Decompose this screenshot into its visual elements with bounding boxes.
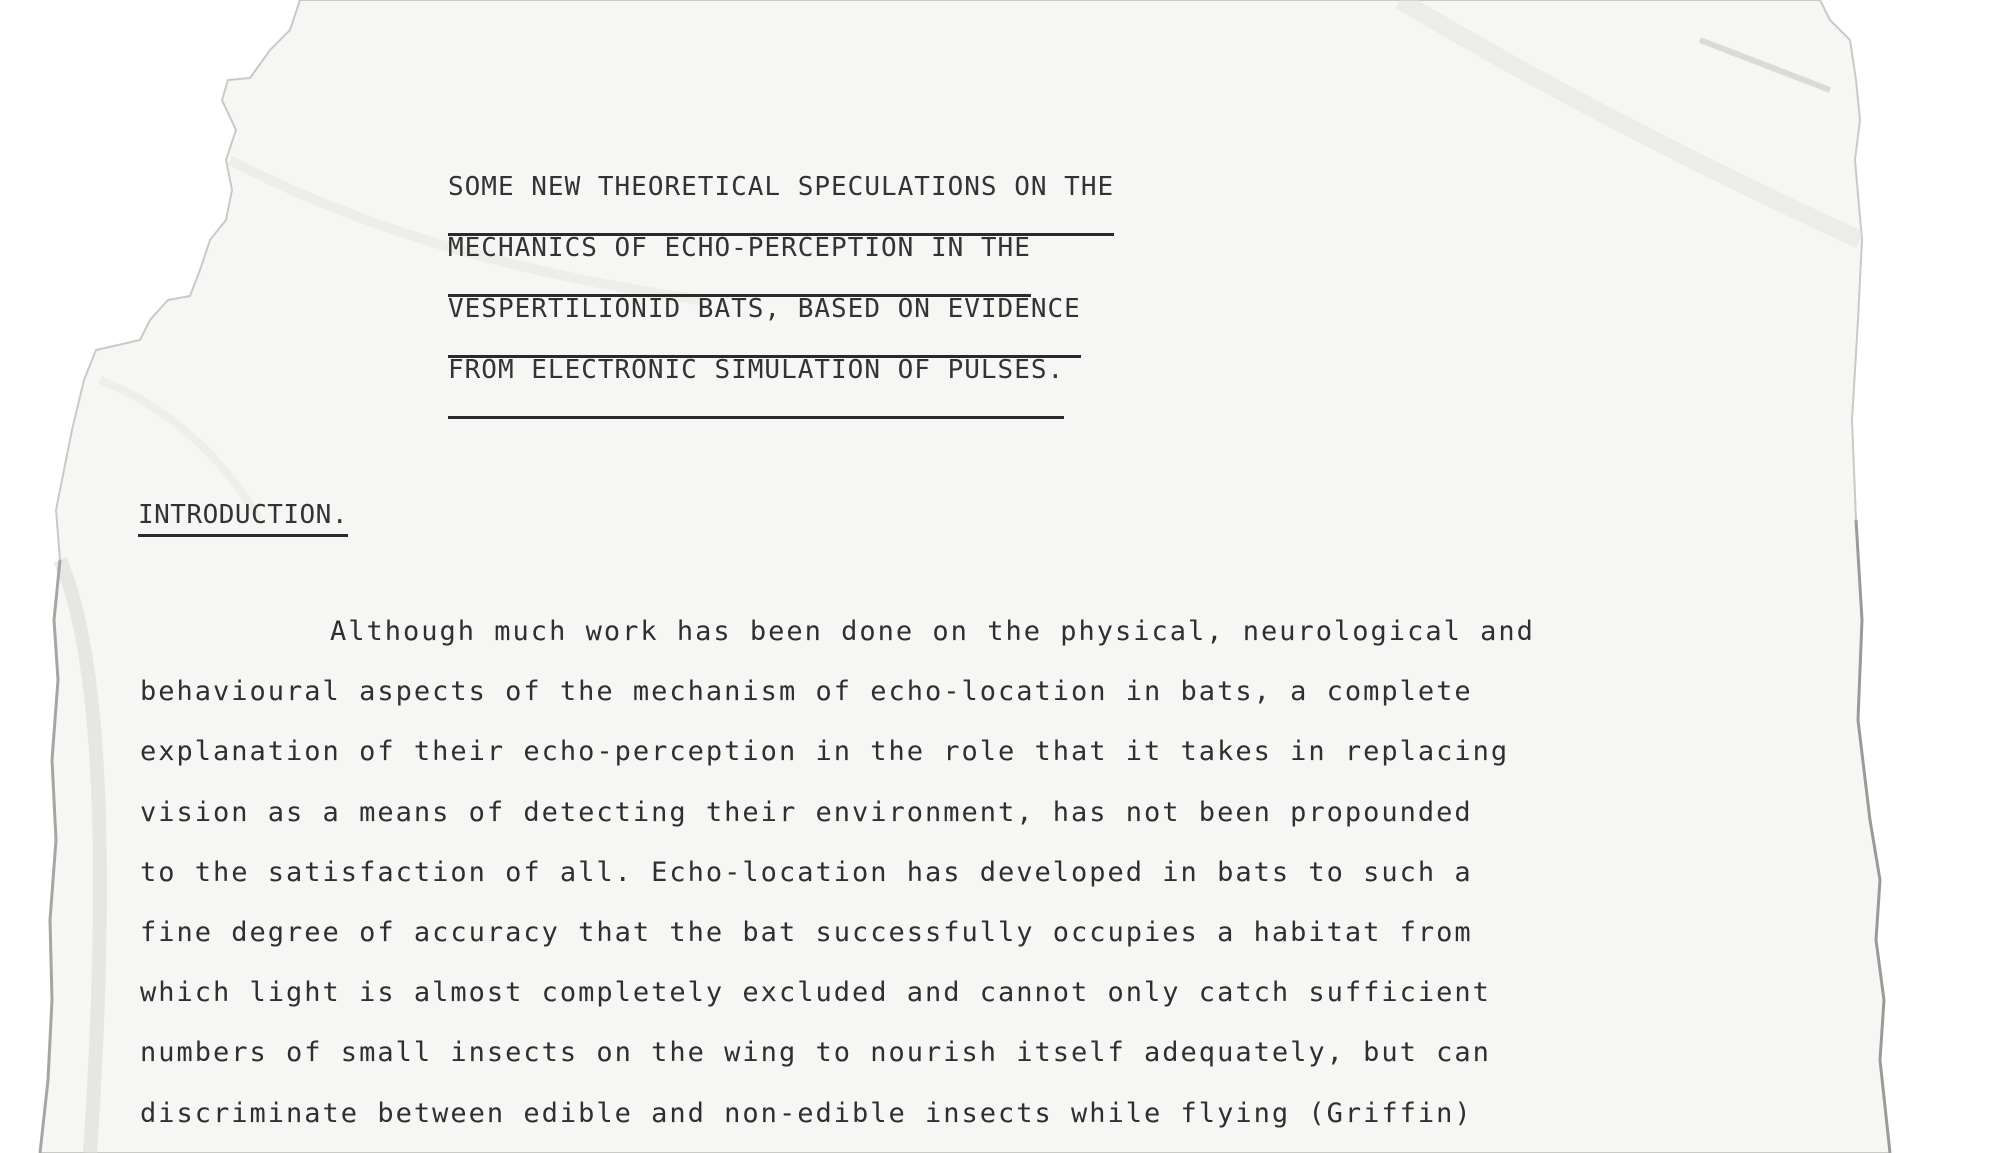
body-line: which light is almost completely excluded and cannot only catch sufficient [140, 977, 1491, 1009]
body-line: behavioural aspects of the mechanism of echo-location in bats, a complete [140, 676, 1473, 708]
body-line: Although much work has been done on the physical, neurological and [330, 616, 1535, 647]
section-heading: INTRODUCTION. [138, 500, 348, 537]
body-line: explanation of their echo-perception in the role that it takes in replacing [140, 736, 1510, 768]
document-title [448, 172, 1288, 416]
body-line: fine degree of accuracy that the bat successfully occupies a habitat from [140, 916, 1473, 948]
title-line: VESPERTILIONID BATS, BASED ON EVIDENCE [448, 294, 1081, 358]
body-line: to the satisfaction of all. Echo-location has developed in bats to such a [140, 856, 1473, 888]
body-paragraph [140, 612, 1700, 1153]
title-line: SOME NEW THEORETICAL SPECULATIONS ON THE [448, 172, 1114, 236]
body-line: numbers of small insects on the wing to nourish itself adequately, but can [140, 1037, 1491, 1069]
body-line: vision as a means of detecting their environment, has not been propounded [140, 796, 1473, 828]
body-line: discriminate between edible and non-edible insects while flying (Griffin) [140, 1097, 1473, 1129]
title-line: MECHANICS OF ECHO-PERCEPTION IN THE [448, 233, 1031, 297]
title-line: FROM ELECTRONIC SIMULATION OF PULSES. [448, 355, 1064, 419]
